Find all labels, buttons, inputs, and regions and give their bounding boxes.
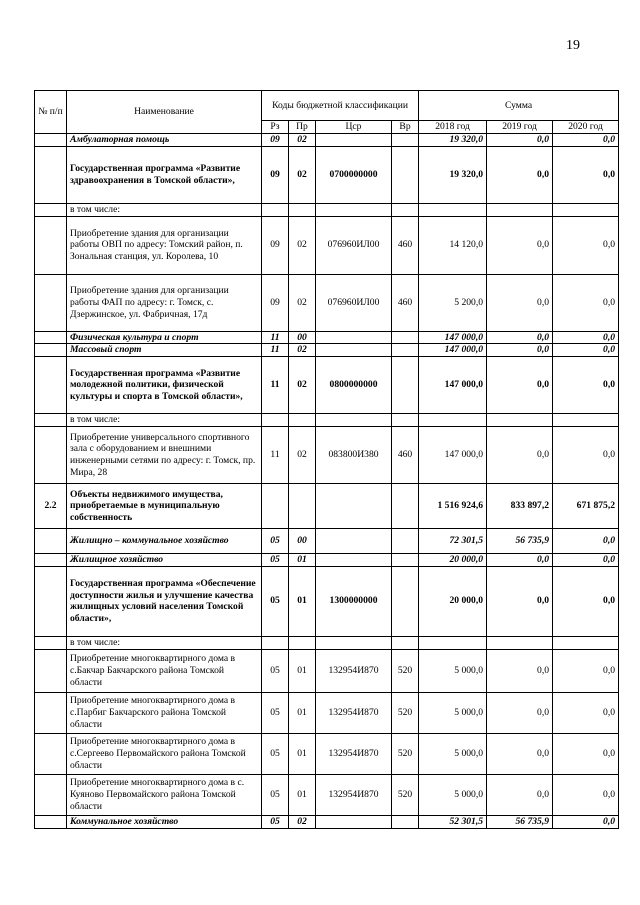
cell-num bbox=[35, 357, 67, 414]
cell-y2018: 5 000,0 bbox=[419, 733, 487, 774]
cell-y2018: 72 301,5 bbox=[419, 529, 487, 554]
cell-num bbox=[35, 774, 67, 815]
cell-rz: 05 bbox=[262, 733, 289, 774]
cell-y2018: 147 000,0 bbox=[419, 331, 487, 344]
header-sum: Сумма bbox=[419, 91, 619, 121]
cell-name: Объекты недвижимого имущества, приобретаемые в муниципальную собственность bbox=[67, 484, 262, 529]
cell-y2018: 147 000,0 bbox=[419, 357, 487, 414]
table-row bbox=[35, 636, 619, 649]
cell-rz: 09 bbox=[262, 216, 289, 274]
cell-rz: 05 bbox=[262, 815, 289, 828]
cell-csr bbox=[316, 331, 392, 344]
cell-csr: 076960ИЛ00 bbox=[316, 216, 392, 274]
cell-pr bbox=[289, 203, 316, 216]
cell-pr: 01 bbox=[289, 774, 316, 815]
table-row bbox=[35, 566, 619, 636]
cell-csr: 083800И380 bbox=[316, 427, 392, 484]
cell-num bbox=[35, 331, 67, 344]
cell-name: в том числе: bbox=[67, 414, 262, 427]
cell-y2020 bbox=[553, 414, 619, 427]
cell-csr: 132954И870 bbox=[316, 692, 392, 733]
cell-y2019: 0,0 bbox=[487, 274, 553, 331]
cell-y2019: 0,0 bbox=[487, 134, 553, 147]
cell-pr: 02 bbox=[289, 216, 316, 274]
cell-num bbox=[35, 636, 67, 649]
cell-pr bbox=[289, 636, 316, 649]
cell-name: Приобретение многоквартирного дома в с.Сергеево Первомайского района Томской области bbox=[67, 733, 262, 774]
cell-num bbox=[35, 733, 67, 774]
header-y2018: 2018 год bbox=[419, 121, 487, 134]
cell-y2018 bbox=[419, 203, 487, 216]
cell-pr: 02 bbox=[289, 815, 316, 828]
table-row bbox=[35, 529, 619, 554]
cell-y2020: 0,0 bbox=[553, 692, 619, 733]
cell-name: Физическая культура и спорт bbox=[67, 331, 262, 344]
cell-rz: 09 bbox=[262, 274, 289, 331]
page-number: 19 bbox=[566, 38, 580, 53]
cell-num bbox=[35, 566, 67, 636]
cell-y2019: 0,0 bbox=[487, 774, 553, 815]
cell-vr bbox=[392, 484, 419, 529]
cell-num bbox=[35, 529, 67, 554]
cell-num bbox=[35, 274, 67, 331]
cell-y2020: 671 875,2 bbox=[553, 484, 619, 529]
cell-y2019: 0,0 bbox=[487, 692, 553, 733]
cell-pr: 00 bbox=[289, 529, 316, 554]
cell-name: Приобретение многоквартирного дома в с.Бакчар Бакчарского района Томской области bbox=[67, 649, 262, 692]
cell-rz: 05 bbox=[262, 566, 289, 636]
cell-rz: 09 bbox=[262, 146, 289, 203]
cell-y2018: 147 000,0 bbox=[419, 344, 487, 357]
table-row bbox=[35, 134, 619, 147]
cell-csr: 0700000000 bbox=[316, 146, 392, 203]
cell-y2019 bbox=[487, 636, 553, 649]
table-row bbox=[35, 427, 619, 484]
header-codes: Коды бюджетной классификации bbox=[262, 91, 419, 121]
cell-num bbox=[35, 427, 67, 484]
cell-y2020 bbox=[553, 203, 619, 216]
cell-vr bbox=[392, 134, 419, 147]
cell-rz: 05 bbox=[262, 692, 289, 733]
cell-y2020: 0,0 bbox=[553, 529, 619, 554]
table-row bbox=[35, 554, 619, 567]
cell-y2018: 5 200,0 bbox=[419, 274, 487, 331]
cell-y2020: 0,0 bbox=[553, 649, 619, 692]
header-vr: Вр bbox=[392, 121, 419, 134]
cell-csr: 076960ИЛ00 bbox=[316, 274, 392, 331]
cell-y2020: 0,0 bbox=[553, 774, 619, 815]
cell-vr: 520 bbox=[392, 692, 419, 733]
cell-y2019: 0,0 bbox=[487, 344, 553, 357]
table-row bbox=[35, 649, 619, 692]
cell-y2020: 0,0 bbox=[553, 357, 619, 414]
cell-rz bbox=[262, 636, 289, 649]
cell-y2018: 52 301,5 bbox=[419, 815, 487, 828]
cell-y2018: 20 000,0 bbox=[419, 566, 487, 636]
cell-y2019 bbox=[487, 203, 553, 216]
cell-pr: 02 bbox=[289, 357, 316, 414]
cell-pr: 01 bbox=[289, 649, 316, 692]
cell-y2019: 0,0 bbox=[487, 566, 553, 636]
table-body bbox=[35, 134, 619, 829]
budget-table bbox=[34, 90, 619, 829]
cell-pr bbox=[289, 414, 316, 427]
cell-y2018: 5 000,0 bbox=[419, 774, 487, 815]
cell-vr bbox=[392, 331, 419, 344]
cell-y2019: 0,0 bbox=[487, 649, 553, 692]
cell-y2020: 0,0 bbox=[553, 216, 619, 274]
cell-num bbox=[35, 692, 67, 733]
cell-y2020: 0,0 bbox=[553, 554, 619, 567]
cell-y2019: 0,0 bbox=[487, 427, 553, 484]
cell-pr: 02 bbox=[289, 274, 316, 331]
cell-rz: 09 bbox=[262, 134, 289, 147]
cell-rz bbox=[262, 484, 289, 529]
header-y2020: 2020 год bbox=[553, 121, 619, 134]
table-row bbox=[35, 484, 619, 529]
cell-vr bbox=[392, 344, 419, 357]
cell-vr: 460 bbox=[392, 216, 419, 274]
cell-y2020: 0,0 bbox=[553, 566, 619, 636]
cell-rz: 05 bbox=[262, 774, 289, 815]
cell-y2020: 0,0 bbox=[553, 134, 619, 147]
cell-csr bbox=[316, 815, 392, 828]
cell-name: Приобретение здания для организации работы ФАП по адресу: г. Томск, с. Дзержинское, ул. Фабричная, 17д bbox=[67, 274, 262, 331]
cell-vr: 460 bbox=[392, 274, 419, 331]
cell-y2019: 0,0 bbox=[487, 733, 553, 774]
cell-y2019: 0,0 bbox=[487, 554, 553, 567]
cell-vr bbox=[392, 566, 419, 636]
cell-name: Жилищно – коммунальное хозяйство bbox=[67, 529, 262, 554]
cell-csr bbox=[316, 203, 392, 216]
cell-y2018: 19 320,0 bbox=[419, 146, 487, 203]
cell-rz: 05 bbox=[262, 649, 289, 692]
cell-y2018: 19 320,0 bbox=[419, 134, 487, 147]
table-row bbox=[35, 774, 619, 815]
table-row bbox=[35, 733, 619, 774]
cell-vr bbox=[392, 529, 419, 554]
cell-y2018: 1 516 924,6 bbox=[419, 484, 487, 529]
cell-y2019: 0,0 bbox=[487, 146, 553, 203]
cell-name: Жилищное хозяйство bbox=[67, 554, 262, 567]
cell-name: Государственная программа «Обеспечение доступности жилья и улучшение качества жилищных условий населения Томской области», bbox=[67, 566, 262, 636]
cell-rz: 11 bbox=[262, 357, 289, 414]
header-y2019: 2019 год bbox=[487, 121, 553, 134]
cell-y2020: 0,0 bbox=[553, 815, 619, 828]
cell-csr: 132954И870 bbox=[316, 733, 392, 774]
header-num: № п/п bbox=[35, 91, 67, 134]
cell-pr: 01 bbox=[289, 554, 316, 567]
cell-pr: 00 bbox=[289, 331, 316, 344]
cell-vr bbox=[392, 554, 419, 567]
cell-rz: 11 bbox=[262, 427, 289, 484]
table-row bbox=[35, 692, 619, 733]
cell-csr: 1300000000 bbox=[316, 566, 392, 636]
table-row bbox=[35, 146, 619, 203]
cell-rz: 05 bbox=[262, 529, 289, 554]
cell-name: Коммунальное хозяйство bbox=[67, 815, 262, 828]
cell-pr: 01 bbox=[289, 733, 316, 774]
table-row bbox=[35, 414, 619, 427]
cell-num bbox=[35, 815, 67, 828]
cell-rz bbox=[262, 203, 289, 216]
cell-vr: 460 bbox=[392, 427, 419, 484]
cell-pr: 01 bbox=[289, 692, 316, 733]
cell-y2019: 56 735,9 bbox=[487, 815, 553, 828]
cell-y2020: 0,0 bbox=[553, 344, 619, 357]
cell-y2018 bbox=[419, 636, 487, 649]
cell-num bbox=[35, 134, 67, 147]
cell-csr bbox=[316, 554, 392, 567]
cell-rz: 05 bbox=[262, 554, 289, 567]
cell-name: Приобретение здания для организации работы ОВП по адресу: Томский район, п. Зональная станция, ул. Королева, 10 bbox=[67, 216, 262, 274]
cell-rz: 11 bbox=[262, 331, 289, 344]
cell-vr bbox=[392, 414, 419, 427]
table-row bbox=[35, 274, 619, 331]
cell-y2018: 14 120,0 bbox=[419, 216, 487, 274]
cell-vr bbox=[392, 636, 419, 649]
cell-num bbox=[35, 203, 67, 216]
cell-pr: 01 bbox=[289, 566, 316, 636]
cell-csr bbox=[316, 414, 392, 427]
cell-name: Государственная программа «Развитие молодежной политики, физической культуры и спорта в Томской области», bbox=[67, 357, 262, 414]
header-rz: Рз bbox=[262, 121, 289, 134]
cell-csr: 132954И870 bbox=[316, 649, 392, 692]
table-row bbox=[35, 357, 619, 414]
cell-y2018: 20 000,0 bbox=[419, 554, 487, 567]
cell-name: Амбулаторная помощь bbox=[67, 134, 262, 147]
cell-y2020: 0,0 bbox=[553, 274, 619, 331]
cell-y2019: 0,0 bbox=[487, 357, 553, 414]
cell-name: в том числе: bbox=[67, 203, 262, 216]
cell-vr bbox=[392, 146, 419, 203]
header-name: Наименование bbox=[67, 91, 262, 134]
cell-y2020: 0,0 bbox=[553, 733, 619, 774]
cell-y2020: 0,0 bbox=[553, 427, 619, 484]
cell-vr: 520 bbox=[392, 649, 419, 692]
cell-y2018 bbox=[419, 414, 487, 427]
cell-pr bbox=[289, 484, 316, 529]
cell-csr: 132954И870 bbox=[316, 774, 392, 815]
cell-num bbox=[35, 554, 67, 567]
cell-csr bbox=[316, 529, 392, 554]
cell-csr bbox=[316, 134, 392, 147]
cell-y2019 bbox=[487, 414, 553, 427]
cell-num bbox=[35, 344, 67, 357]
cell-name: в том числе: bbox=[67, 636, 262, 649]
cell-y2019: 833 897,2 bbox=[487, 484, 553, 529]
cell-vr: 520 bbox=[392, 774, 419, 815]
cell-y2018: 147 000,0 bbox=[419, 427, 487, 484]
cell-rz: 11 bbox=[262, 344, 289, 357]
cell-num: 2.2 bbox=[35, 484, 67, 529]
cell-num bbox=[35, 414, 67, 427]
cell-vr bbox=[392, 357, 419, 414]
header-csr: Цср bbox=[316, 121, 392, 134]
cell-name: Приобретение универсального спортивного зала с оборудованием и внешними инженерными сетями по адресу: г. Томск, пр. Мира, 28 bbox=[67, 427, 262, 484]
table-row bbox=[35, 216, 619, 274]
cell-y2018: 5 000,0 bbox=[419, 692, 487, 733]
cell-y2019: 56 735,9 bbox=[487, 529, 553, 554]
cell-csr: 0800000000 bbox=[316, 357, 392, 414]
cell-rz bbox=[262, 414, 289, 427]
cell-pr: 02 bbox=[289, 134, 316, 147]
cell-name: Массовый спорт bbox=[67, 344, 262, 357]
cell-name: Приобретение многоквартирного дома в с.Парбиг Бакчарского района Томской области bbox=[67, 692, 262, 733]
table-row bbox=[35, 344, 619, 357]
cell-y2019: 0,0 bbox=[487, 216, 553, 274]
cell-pr: 02 bbox=[289, 427, 316, 484]
cell-num bbox=[35, 649, 67, 692]
cell-pr: 02 bbox=[289, 146, 316, 203]
cell-vr: 520 bbox=[392, 733, 419, 774]
cell-num bbox=[35, 146, 67, 203]
cell-y2020 bbox=[553, 636, 619, 649]
cell-pr: 02 bbox=[289, 344, 316, 357]
table-row bbox=[35, 331, 619, 344]
cell-y2020: 0,0 bbox=[553, 146, 619, 203]
cell-csr bbox=[316, 636, 392, 649]
table-row bbox=[35, 815, 619, 828]
cell-csr bbox=[316, 344, 392, 357]
cell-y2018: 5 000,0 bbox=[419, 649, 487, 692]
header-pr: Пр bbox=[289, 121, 316, 134]
cell-num bbox=[35, 216, 67, 274]
cell-vr bbox=[392, 203, 419, 216]
cell-name: Приобретение многоквартирного дома в с. Куяново Первомайского района Томской области bbox=[67, 774, 262, 815]
table-row bbox=[35, 203, 619, 216]
cell-csr bbox=[316, 484, 392, 529]
cell-y2020: 0,0 bbox=[553, 331, 619, 344]
cell-vr bbox=[392, 815, 419, 828]
cell-y2019: 0,0 bbox=[487, 331, 553, 344]
cell-name: Государственная программа «Развитие здравоохранения в Томской области», bbox=[67, 146, 262, 203]
